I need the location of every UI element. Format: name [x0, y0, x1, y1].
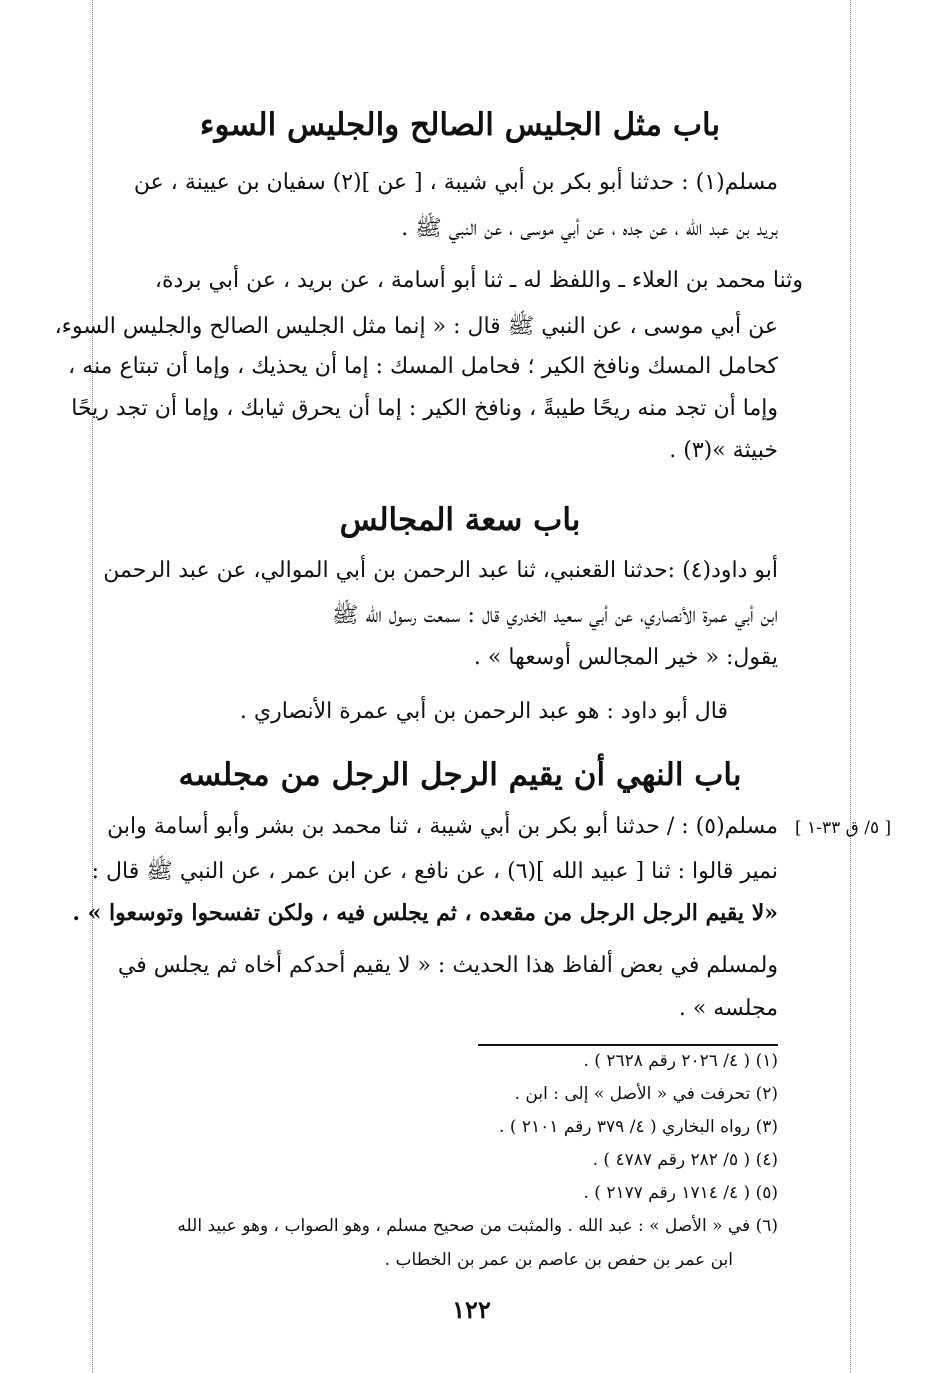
chapter-heading-1: باب مثل الجليس الصالح والجليس السوء	[199, 107, 721, 143]
page-number: ١٢٢	[452, 1295, 491, 1324]
footnote-6: (٦) في « الأصل » : عبد الله . والمثبت من صحيح مسلم ، وهو الصواب ، وهو عبيد الله	[177, 1216, 778, 1236]
text-line: قال أبو داود : هو عبد الرحمن بن أبي عمرة الأنصاري .	[239, 699, 728, 724]
footnote-separator	[478, 1044, 778, 1046]
text-line: بريد بن عبد الله ، عن جده ، عن أبي موسى ، عن النبي ﷺ .	[401, 216, 778, 241]
footnote-1: (١) ( ٤/ ٢٠٢٦ رقم ٢٦٢٨ ) .	[583, 1051, 778, 1071]
footnote-2: (٢) تحرفت في « الأصل » إلى : ابن .	[514, 1084, 778, 1104]
text-line: وإما أن تجد منه ريحًا طيبةً ، ونافخ الكير : إما أن يحرق ثيابك ، وإما أن تجد ريحًا	[71, 396, 778, 421]
footnote-3: (٣) رواه البخاري ( ٤/ ٣٧٩ رقم ٢١٠١ ) .	[499, 1117, 778, 1137]
hadith-text-bold: «لا يقيم الرجل الرجل من مقعده ، ثم يجلس فيه ، ولكن تفسحوا وتوسعوا » .	[72, 900, 778, 926]
text-line: يقول: « خير المجالس أوسعها » .	[473, 645, 778, 670]
text-line: نمير قالوا : ثنا [ عبيد الله ](٦) ، عن نافع ، عن ابن عمر ، عن النبي ﷺ قال :	[91, 859, 778, 884]
text-line: خبيثة »(٣) .	[669, 438, 778, 463]
text-line: وثنا محمد بن العلاء ـ واللفظ له ـ ثنا أبو أسامة ، عن بريد ، عن أبي بردة،	[154, 268, 803, 293]
text-line: ولمسلم في بعض ألفاظ هذا الحديث : « لا يقيم أحدكم أخاه ثم يجلس في	[117, 953, 778, 978]
text-line: أبو داود(٤) :حدثنا القعنبي، ثنا عبد الرحمن بن أبي الموالي، عن عبد الرحمن	[103, 558, 778, 583]
text-line: كحامل المسك ونافخ الكير ؛ فحامل المسك : إما أن يحذيك ، وإما أن تبتاع منه ،	[68, 354, 778, 379]
text-line: عن أبي موسى ، عن النبي ﷺ قال : « إنما مثل الجليس الصالح والجليس السوء،	[54, 314, 778, 339]
chapter-heading-3: باب النهي أن يقيم الرجل الرجل من مجلسه	[178, 757, 742, 793]
text-line: مسلم(٥) : / حدثنا أبو بكر بن أبي شيبة ، ثنا محمد بن بشر وأبو أسامة وابن	[107, 814, 778, 839]
scan-margin-dots-right	[850, 0, 851, 1373]
footnote-4: (٤) ( ٥/ ٢٨٢ رقم ٤٧٨٧ ) .	[592, 1150, 778, 1170]
manuscript-folio-note: [ ٥/ ق ٣٣-١ ]	[795, 818, 892, 838]
scan-margin-dots-left	[92, 0, 93, 1373]
text-line: مسلم(١) : حدثنا أبو بكر بن أبي شيبة ، [ عن ](٢) سفيان بن عيينة ، عن	[133, 170, 778, 195]
text-line: مجلسه » .	[678, 996, 778, 1021]
chapter-heading-2: باب سعة المجالس	[339, 502, 581, 538]
text-line: ابن أبي عمرة الأنصاري، عن أبي سعيد الخدري قال : سمعت رسول الله ﷺ	[331, 603, 778, 628]
footnote-6-continued: ابن عمر بن حفص بن عاصم بن عمر بن الخطاب .	[384, 1250, 733, 1270]
footnote-5: (٥) ( ٤/ ١٧١٤ رقم ٢١٧٧ ) .	[583, 1183, 778, 1203]
